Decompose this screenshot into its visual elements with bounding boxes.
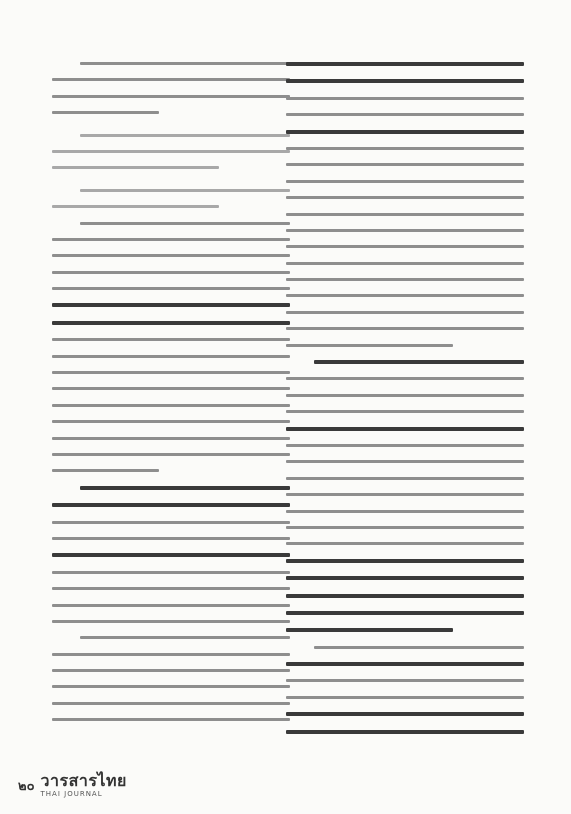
text-line [52, 95, 290, 98]
text-line [286, 163, 524, 166]
text-line [286, 493, 524, 496]
bold-text-line [286, 62, 524, 66]
text-line [286, 294, 524, 297]
text-line [286, 180, 524, 183]
text-line [314, 646, 524, 649]
bold-text-line [80, 486, 290, 490]
text-line [52, 537, 290, 540]
right-column [286, 62, 524, 747]
text-line [52, 254, 290, 257]
bold-text-line [52, 303, 290, 307]
journal-title: วารสารไทย [40, 770, 127, 790]
text-line [286, 311, 524, 314]
text-line [52, 271, 290, 274]
text-line [286, 213, 524, 216]
text-line [286, 394, 524, 397]
quote-line [52, 205, 219, 208]
text-line [52, 338, 290, 341]
text-line [286, 477, 524, 480]
text-line [52, 718, 290, 721]
bold-text-line [52, 321, 290, 325]
text-line [52, 685, 290, 688]
text-line [286, 147, 524, 150]
text-line [286, 97, 524, 100]
bold-text-line [286, 712, 524, 716]
text-line [286, 696, 524, 699]
bold-text-line [286, 427, 524, 431]
text-line [80, 62, 290, 65]
text-line [286, 278, 524, 281]
text-line [286, 327, 524, 330]
quote-line [80, 189, 290, 192]
text-line [286, 510, 524, 513]
bold-text-line [286, 130, 524, 134]
text-line [286, 526, 524, 529]
page-footer [18, 770, 127, 800]
text-line [52, 587, 290, 590]
quote-line [52, 166, 219, 169]
text-line [286, 229, 524, 232]
text-line [52, 371, 290, 374]
text-line [286, 444, 524, 447]
text-line [52, 287, 290, 290]
journal-subtitle: THAI JOURNAL [40, 789, 103, 798]
page-number: ๒๐ [18, 778, 35, 794]
text-line [286, 460, 524, 463]
text-line [286, 196, 524, 199]
text-line [52, 78, 290, 81]
quote-line [52, 150, 290, 153]
text-line [52, 111, 159, 114]
text-line [52, 653, 290, 656]
text-line [286, 262, 524, 265]
bold-text-line [286, 662, 524, 666]
text-line [52, 521, 290, 524]
bold-text-line [52, 553, 290, 557]
text-line [52, 702, 290, 705]
text-line [52, 669, 290, 672]
text-line [52, 469, 159, 472]
text-line [286, 410, 524, 413]
text-line [286, 377, 524, 380]
bold-text-line [286, 79, 524, 83]
text-line [52, 453, 290, 456]
text-line [80, 222, 290, 225]
text-line [286, 344, 453, 347]
bold-text-line [286, 576, 524, 580]
text-line [286, 542, 524, 545]
bold-text-line [286, 594, 524, 598]
quote-line [80, 134, 290, 137]
text-line [52, 355, 290, 358]
text-line [286, 679, 524, 682]
text-line [52, 604, 290, 607]
text-line [52, 404, 290, 407]
bold-text-line [314, 360, 524, 364]
text-line [52, 238, 290, 241]
journal-logo [40, 770, 127, 798]
text-line [52, 571, 290, 574]
bold-text-line [286, 559, 524, 563]
text-line [52, 387, 290, 390]
text-line [52, 437, 290, 440]
text-line [52, 420, 290, 423]
text-line [286, 245, 524, 248]
text-line [286, 113, 524, 116]
bold-text-line [286, 611, 524, 615]
text-line [52, 620, 290, 623]
bold-text-line [286, 730, 524, 734]
bold-text-line [286, 628, 453, 632]
left-column [52, 62, 290, 735]
text-line [80, 636, 290, 639]
bold-text-line [52, 503, 290, 507]
